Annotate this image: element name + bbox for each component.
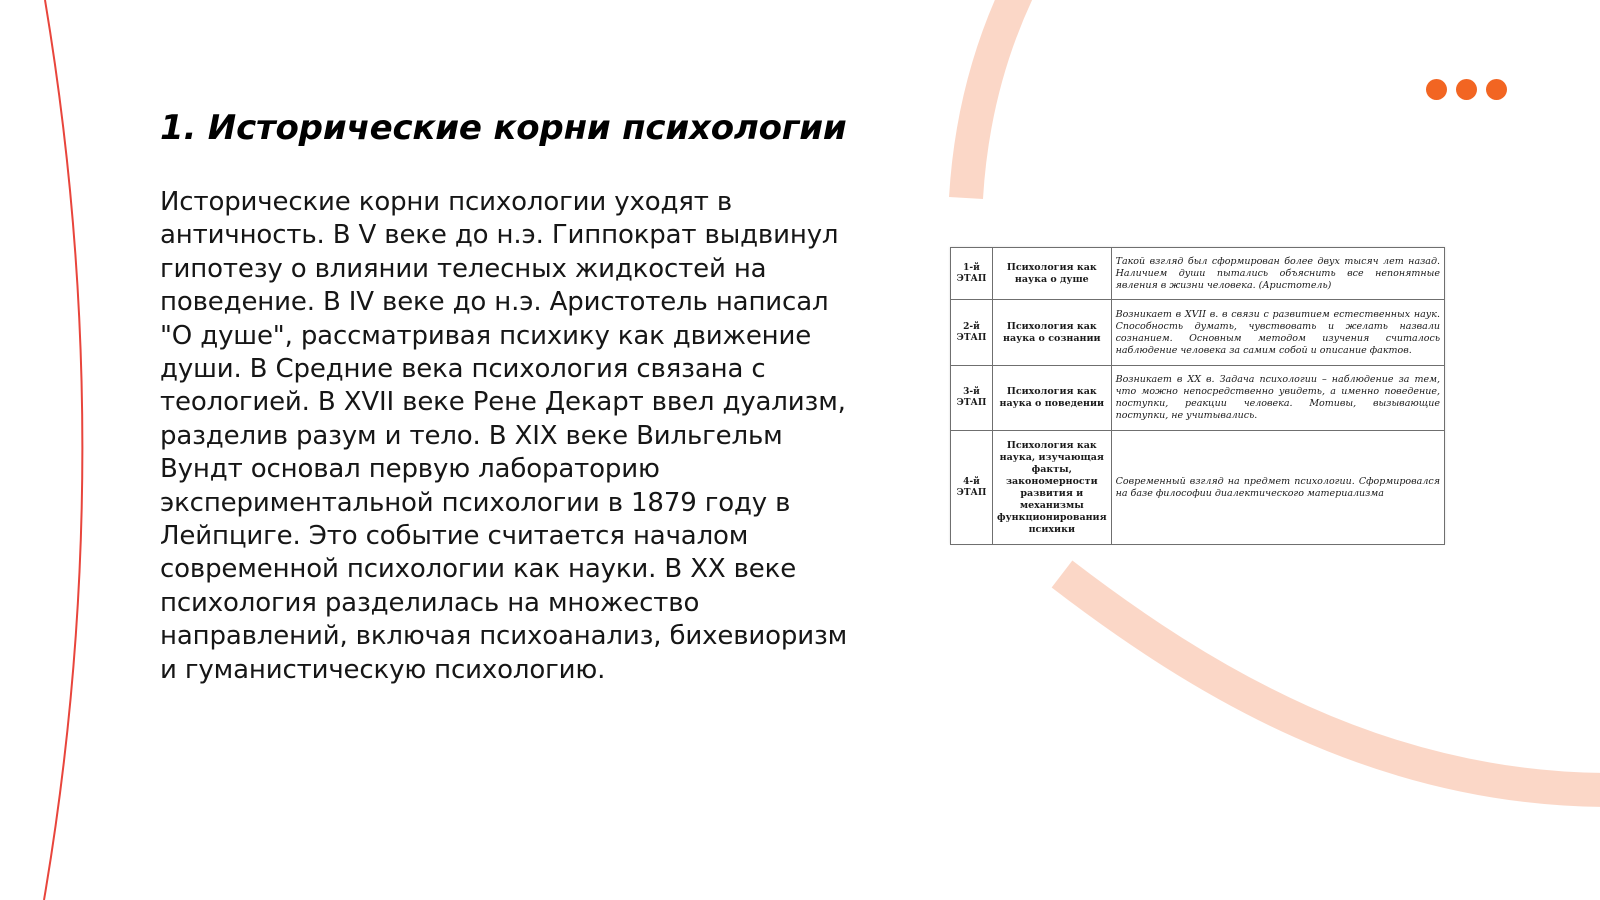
stage-cell: 3-й ЭТАП (951, 366, 993, 431)
stage-description-cell: Возникает в XX в. Задача психологии – наблюдение за тем, что можно непосредственно увидеть, а именно поведение, поступки, реакции человека. Мотивы, вызывающие поступки, не учитывались. (1111, 366, 1444, 431)
table-row (951, 431, 1445, 545)
left-edge-curve (44, 0, 82, 900)
slide-body-text: Исторические корни психологии уходят в античность. В V веке до н.э. Гиппократ выдвинул гипотезу о влиянии телесных жидкостей на поведение. В IV веке до н.э. Аристотель написал "О душе", рассматривая психику как движение души. В Средние века психология связана с теологией. В XVII веке Рене Декарт ввел дуализм, разделив разум и тело. В XIX веке Вильгельм Вундт основал первую лабораторию экспериментальной психологии в 1879 году в Лейпциге. Это событие считается началом современной психологии как науки. В XX веке психология разделилась на множество направлений, включая психоанализ, бихевиоризм и гуманистическую психологию. (160, 187, 848, 685)
stage-cell: 2-й ЭТАП (951, 300, 993, 366)
stages-table-image (950, 247, 1445, 544)
dot-icon-2 (1456, 79, 1477, 100)
stage-name-cell: Психология как наука, изучающая факты, закономерности развития и механизмы функционирования психики (993, 431, 1112, 545)
table-row (951, 300, 1445, 366)
stage-cell: 1-й ЭТАП (951, 248, 993, 300)
psychology-stages-table (950, 247, 1445, 545)
three-dots-icon (1426, 79, 1512, 101)
stage-name-cell: Психология как наука о сознании (993, 300, 1112, 366)
arc-top-segment (966, 0, 1018, 198)
dot-icon-1 (1426, 79, 1447, 100)
stage-name-cell: Психология как наука о душе (993, 248, 1112, 300)
table-row (951, 248, 1445, 300)
table-row (951, 366, 1445, 431)
dot-icon-3 (1486, 79, 1507, 100)
slide-title: 1. Исторические корни психологии (160, 108, 847, 148)
stage-description-cell: Такой взгляд был сформирован более двух тысяч лет назад. Наличием души пытались объяснить все непонятные явления в жизни человека. (Аристотель) (1111, 248, 1444, 300)
arc-bottom-segment (1062, 574, 1600, 790)
stage-description-cell: Возникает в XVII в. в связи с развитием естественных наук. Способность думать, чувствовать и желать назвали сознанием. Основным методом изучения считалось наблюдение человека за самим собой и описание фактов. (1111, 300, 1444, 366)
stage-description-cell: Современный взгляд на предмет психологии. Сформировался на базе философии диалектического материализма (1111, 431, 1444, 545)
stage-cell: 4-й ЭТАП (951, 431, 993, 545)
stage-name-cell: Психология как наука о поведении (993, 366, 1112, 431)
